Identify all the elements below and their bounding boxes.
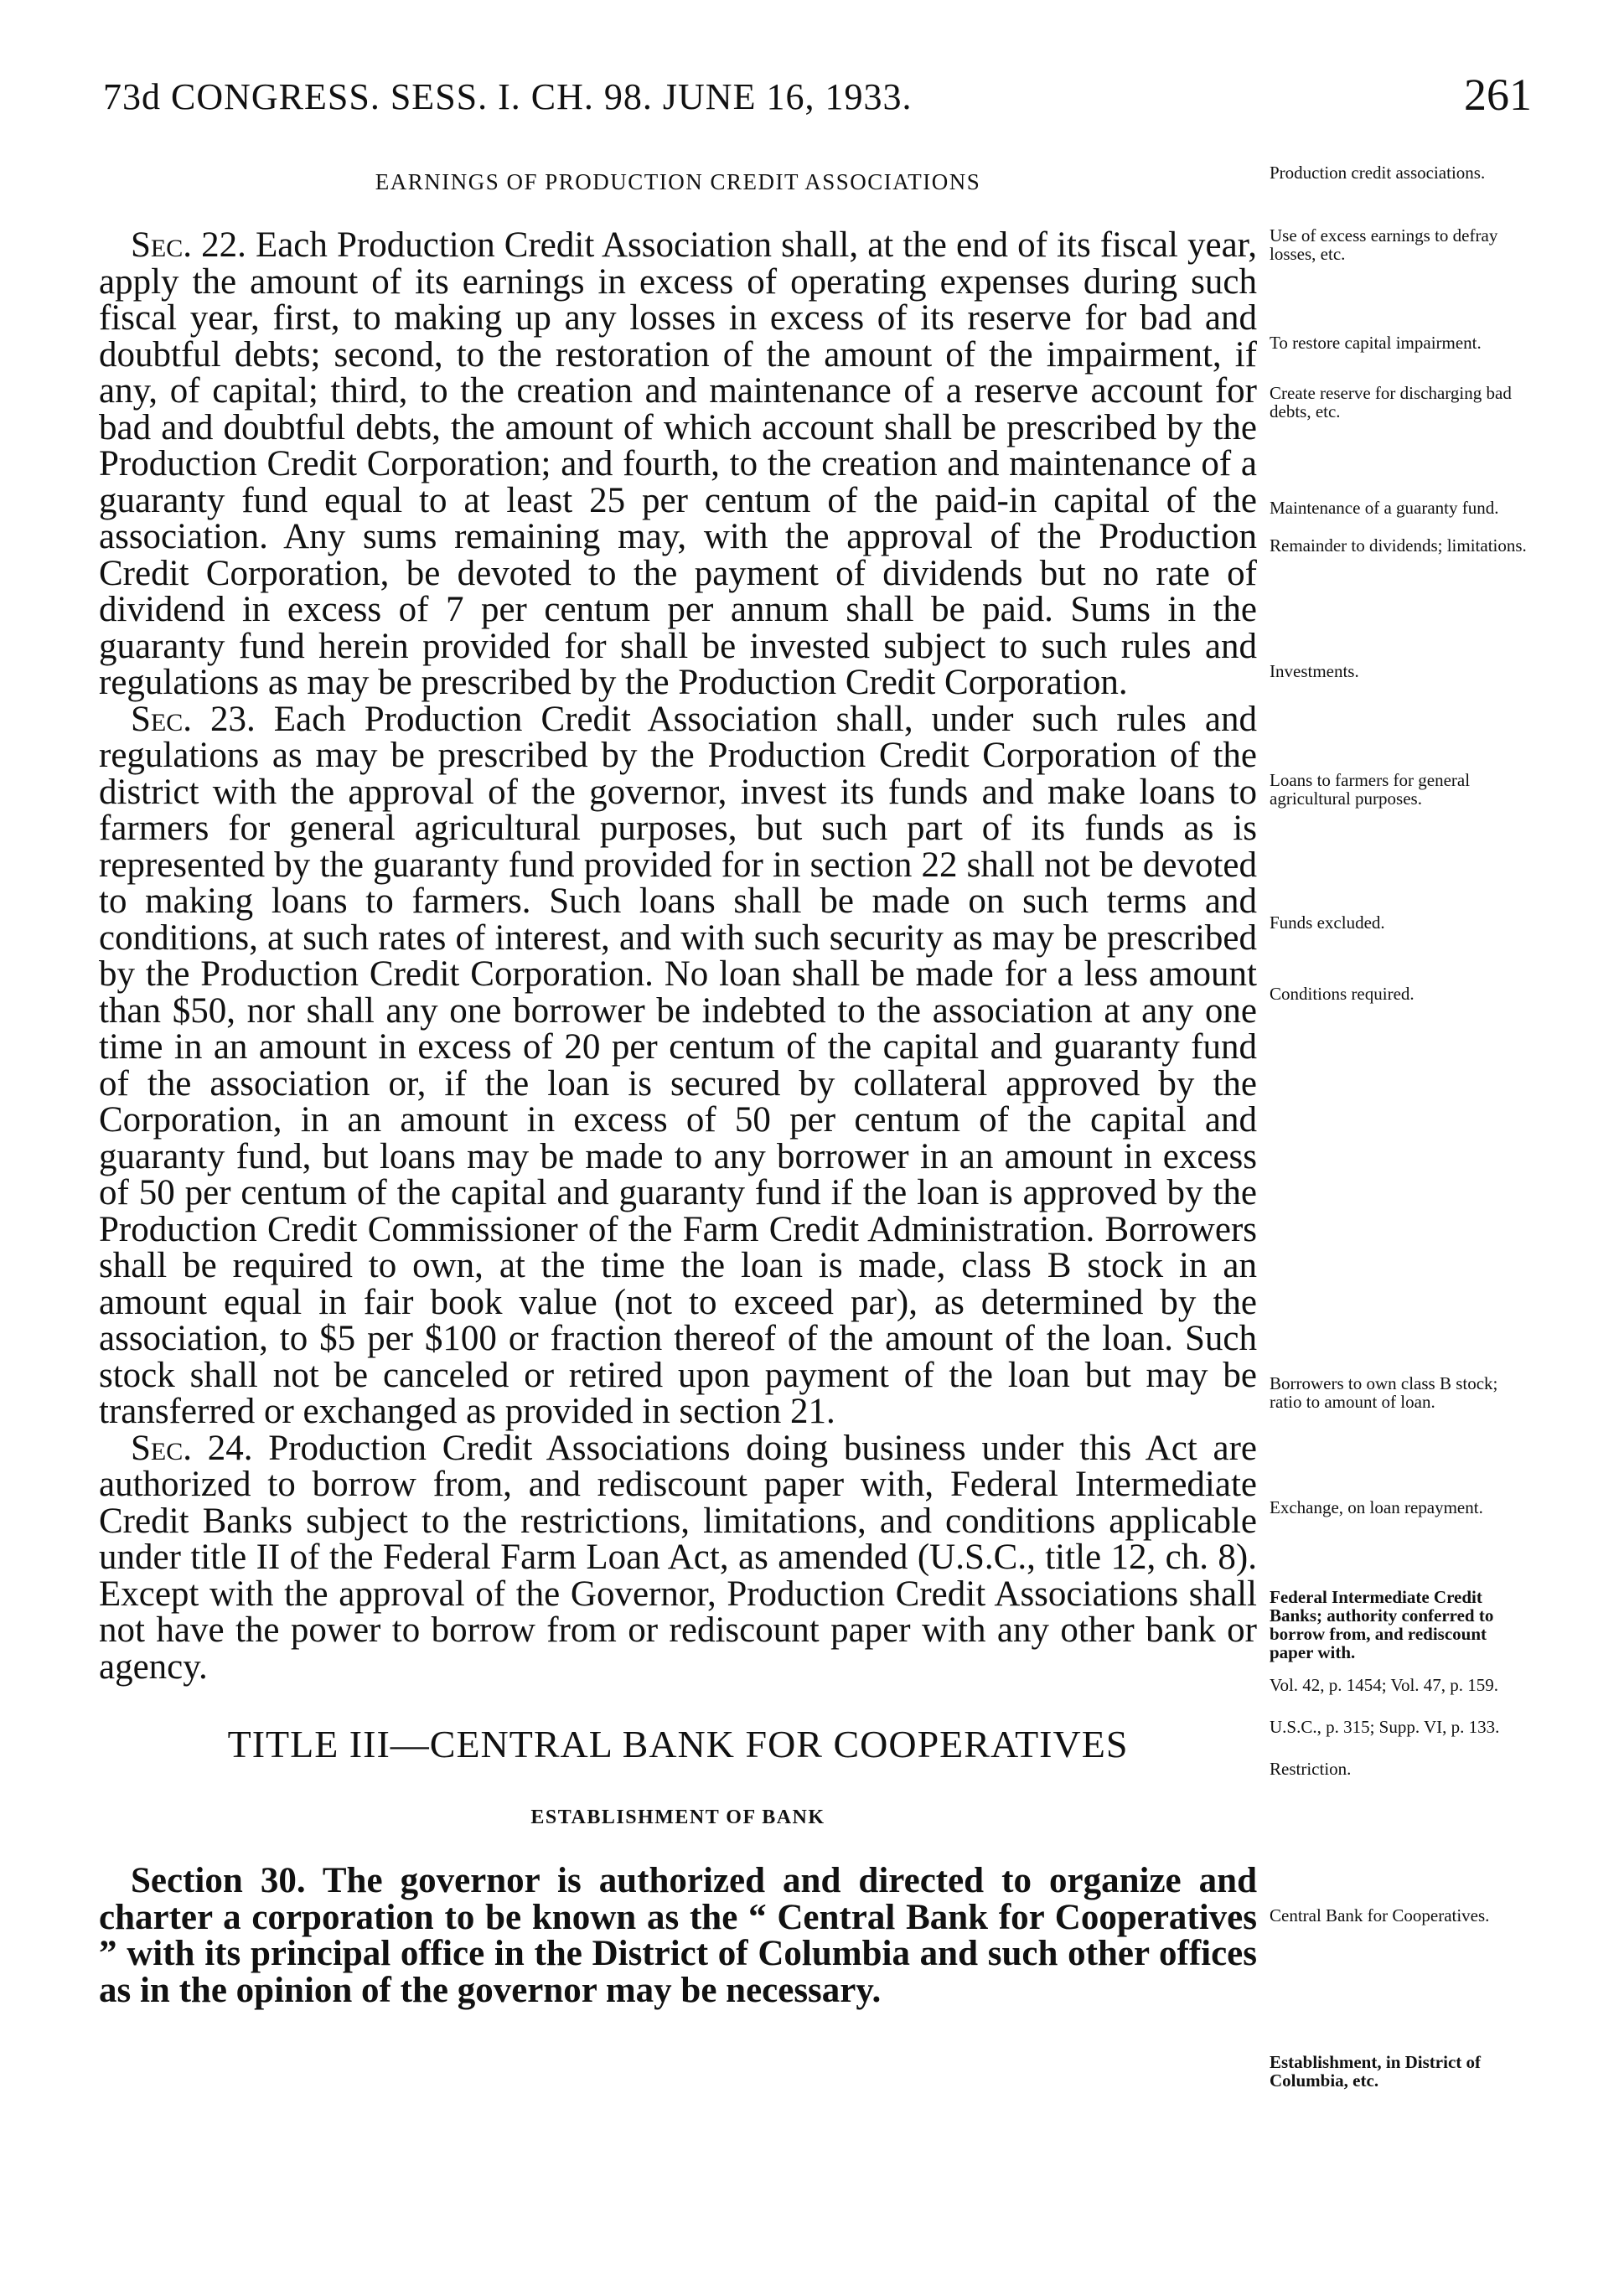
margin-note: Vol. 42, p. 1454; Vol. 47, p. 159. bbox=[1270, 1675, 1499, 1695]
margin-note: Establishment, in District of Columbia, etc. bbox=[1270, 2052, 1481, 2091]
margin-note: Production credit associations. bbox=[1270, 163, 1486, 183]
section-30-label: Section 30. bbox=[131, 1861, 306, 1900]
section-24-text: Production Credit Associations doing business under this Act are authorized to borrow from, and rediscount paper with, Federal Intermediate Credit Banks subject to the restrictions, limitations, and conditions applicable under title II of the Federal Farm Loan Act, as amended (U.S.C., title 12, ch. 8). Except with the approval of the Governor, Production Credit Associations shall not have the power to borrow from or rediscount paper with any other bank or agency. bbox=[99, 1428, 1257, 1687]
section-30-paragraph bbox=[99, 1863, 1257, 2008]
margin-note: Maintenance of a guaranty fund. bbox=[1270, 498, 1499, 518]
section-24-label: Sec. 24. bbox=[131, 1428, 253, 1468]
page-number: 261 bbox=[1464, 70, 1532, 120]
margin-note: Central Bank for Cooperatives. bbox=[1270, 1905, 1490, 1925]
title-iii-heading: TITLE III—CENTRAL BANK FOR COOPERATIVES bbox=[227, 1723, 1129, 1765]
margin-note: Exchange, on loan repayment. bbox=[1270, 1497, 1483, 1517]
margin-note: Restriction. bbox=[1270, 1759, 1352, 1779]
margin-note: Loans to farmers for general agricultural purposes. bbox=[1270, 770, 1471, 809]
header-citation: 73d CONGRESS. SESS. I. CH. 98. JUNE 16, 1933. bbox=[103, 76, 913, 117]
section-22-label: Sec. 22. bbox=[131, 225, 246, 265]
margin-note: Use of excess earnings to defray losses, etc. bbox=[1270, 225, 1498, 264]
section-30-text: The governor is authorized and directed to organize and charter a corporation to be known as the “ Central Bank for Cooperatives ” with its principal office in the District of Columbia and such other offices as in the opinion of the governor may be necessary. bbox=[99, 1861, 1257, 2010]
margin-note: Investments. bbox=[1270, 661, 1359, 681]
section-23-label: Sec. 23. bbox=[131, 699, 256, 739]
section-22-text: Each Production Credit Association shall, at the end of its fiscal year, apply the amount of its earnings in excess of operating expenses during such fiscal year, first, to making up any losses in excess of its reserve for bad and doubtful debts; second, to the restoration of the amount of the impairment, if any, of capital; third, to the creation and maintenance of a reserve account for bad and doubtful debts, the amount of which account shall be prescribed by the Production Credit Corporation; and fourth, to the creation and maintenance of a guaranty fund equal to at least 25 per centum of the paid-in capital of the association. Any sums remaining may, with the approval of the Production Credit Corporation, be devoted to the payment of dividends but no rate of dividend in excess of 7 per centum per annum shall be paid. Sums in the guaranty fund herein provided for shall be invested subject to such rules and regulations as may be prescribed by the Production Credit Corporation. bbox=[99, 225, 1258, 702]
margin-note: Borrowers to own class B stock; ratio to amount of loan. bbox=[1270, 1373, 1498, 1412]
margin-note: Funds excluded. bbox=[1270, 912, 1385, 933]
margin-note: Create reserve for discharging bad debts, etc. bbox=[1270, 383, 1512, 421]
establishment-subheading: ESTABLISHMENT OF BANK bbox=[530, 1807, 825, 1828]
margin-note: U.S.C., p. 315; Supp. VI, p. 133. bbox=[1270, 1717, 1500, 1737]
margin-note: To restore capital impairment. bbox=[1270, 333, 1482, 353]
section-23-text: Each Production Credit Association shall, under such rules and regulations as may be prescribed by the Production Credit Corporation of the district with the approval of the governor, invest its funds and make loans to farmers for general agricultural purposes, but such part of its funds as is represented by the guaranty fund provided for in section 22 shall not be devoted to making loans to farmers. Such loans shall be made on such terms and conditions, at such rates of interest, and with such security as may be prescribed by the Production Credit Corporation. No loan shall be made for a less amount than $50, nor shall any one borrower be indebted to the association at any one time in an amount in excess of 20 per centum of the capital and guaranty fund of the association or, if the loan is secured by collateral approved by the Corporation, in an amount in excess of 50 per centum of the capital and guaranty fund, but loans may be made to any borrower in an amount in excess of 50 per centum of the capital and guaranty fund if the loan is approved by the Production Credit Commissioner of the Farm Credit Administration. Borrowers shall be required to own, at the time the loan is made, class B stock in an amount equal in fair book value (not to exceed par), as determined by the association, to $5 per $100 or fraction thereof of the amount of the loan. Such stock shall not be canceled or retired upon payment of the loan but may be transferred or exchanged as provided in section 21. bbox=[99, 699, 1257, 1431]
running-header bbox=[103, 69, 1532, 127]
main-text-column bbox=[99, 159, 1257, 2008]
section-24-paragraph bbox=[99, 1430, 1257, 1686]
margin-note: Conditions required. bbox=[1270, 984, 1415, 1004]
section-22-paragraph bbox=[99, 227, 1257, 701]
section-23-paragraph bbox=[99, 701, 1257, 1430]
margin-note: Remainder to dividends; limitations. bbox=[1270, 535, 1527, 556]
margin-note: Federal Intermediate Credit Banks; authority conferred to borrow from, and rediscount paper with. bbox=[1270, 1587, 1494, 1662]
section-heading: EARNINGS OF PRODUCTION CREDIT ASSOCIATIONS bbox=[375, 169, 981, 194]
